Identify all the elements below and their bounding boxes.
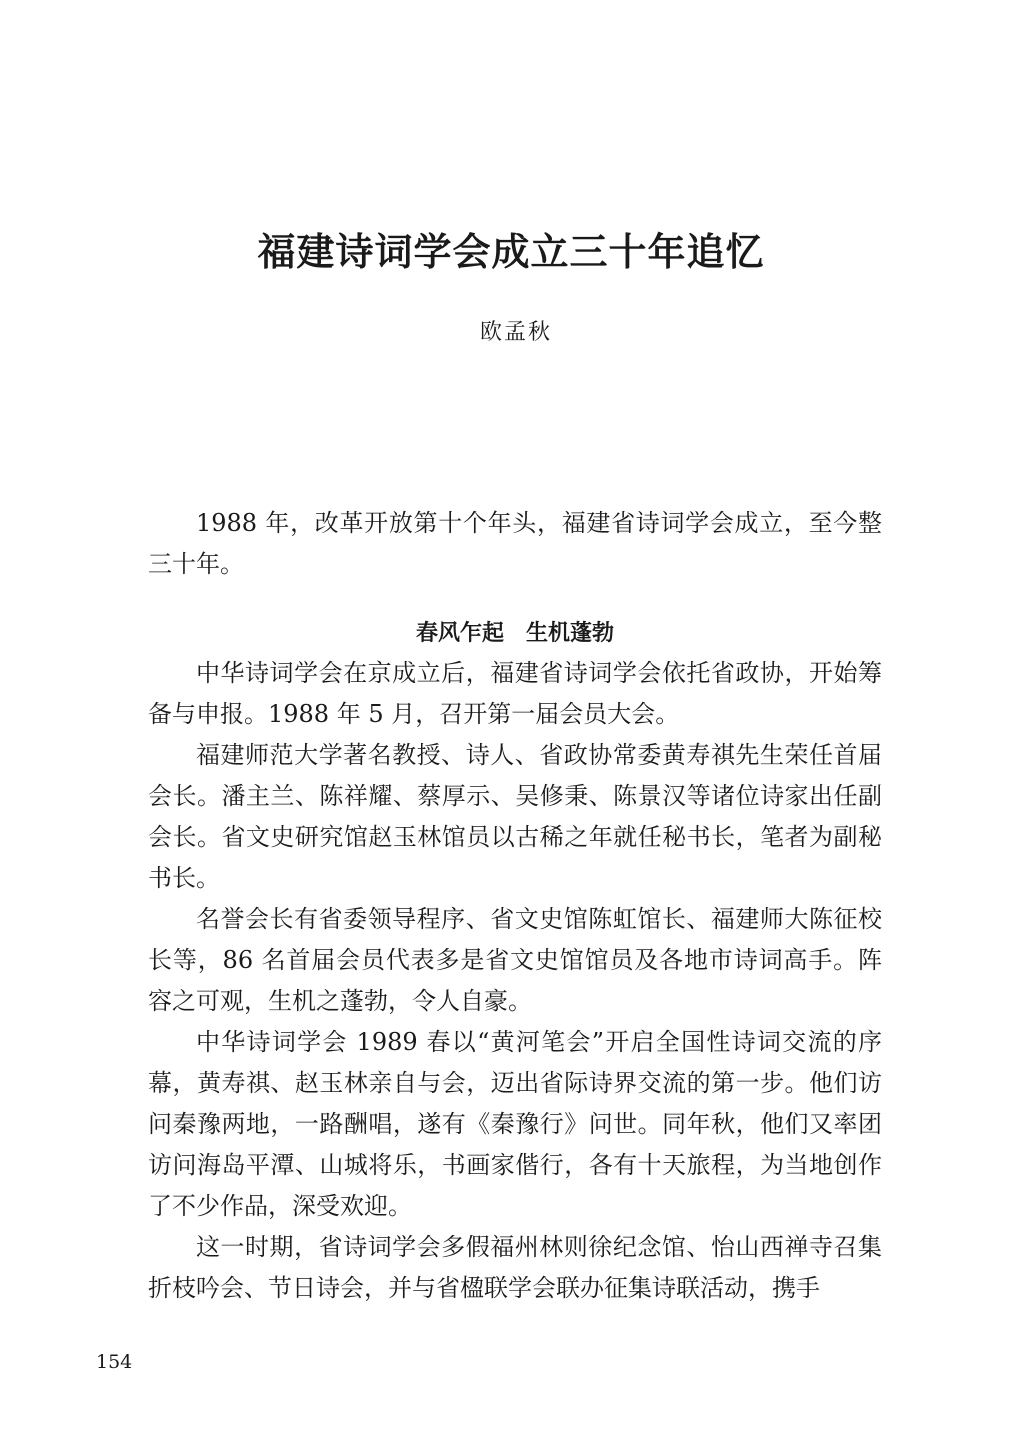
article-body (148, 503, 882, 1309)
intro-paragraph: 1988 年，改革开放第十个年头，福建省诗词学会成立，至今整三十年。 (148, 509, 882, 578)
article-author: 欧孟秋 (479, 320, 552, 345)
body-paragraph-1: 中华诗词学会在京成立后，福建省诗词学会依托省政协，开始筹备与申报。1988 年 5 月，召开第一届会员大会。 (148, 659, 882, 728)
body-paragraph-4: 中华诗词学会 1989 春以“黄河笔会”开启全国性诗词交流的序幕，黄寿祺、赵玉林亲自与会，迈出省际诗界交流的第一步。他们访问秦豫两地，一路酬唱，遂有《秦豫行》问世。同年秋，他们又率团访问海岛平潭、山城将乐，书画家偕行，各有十天旅程，为当地创作了不少作品，深受欢迎。 (148, 1028, 882, 1220)
section-heading: 春风乍起 生机蓬勃 (415, 621, 614, 646)
body-paragraph-5: 这一时期，省诗词学会多假福州林则徐纪念馆、怡山西禅寺召集折枝吟会、节日诗会，并与省楹联学会联办征集诗联活动，携手 (148, 1233, 882, 1302)
body-paragraph-2: 福建师范大学著名教授、诗人、省政协常委黄寿祺先生荣任首届会长。潘主兰、陈祥耀、蔡厚示、吴修秉、陈景汉等诸位诗家出任副会长。省文史研究馆赵玉林馆员以古稀之年就任秘书长，笔者为副秘书长。 (148, 741, 882, 892)
article-title: 福建诗词学会成立三十年追忆 (257, 229, 765, 274)
page-number: 154 (96, 1351, 133, 1373)
body-paragraph-3: 名誉会长有省委领导程序、省文史馆陈虹馆长、福建师大陈征校长等，86 名首届会员代表多是省文史馆馆员及各地市诗词高手。阵容之可观，生机之蓬勃，令人自豪。 (148, 905, 882, 1015)
